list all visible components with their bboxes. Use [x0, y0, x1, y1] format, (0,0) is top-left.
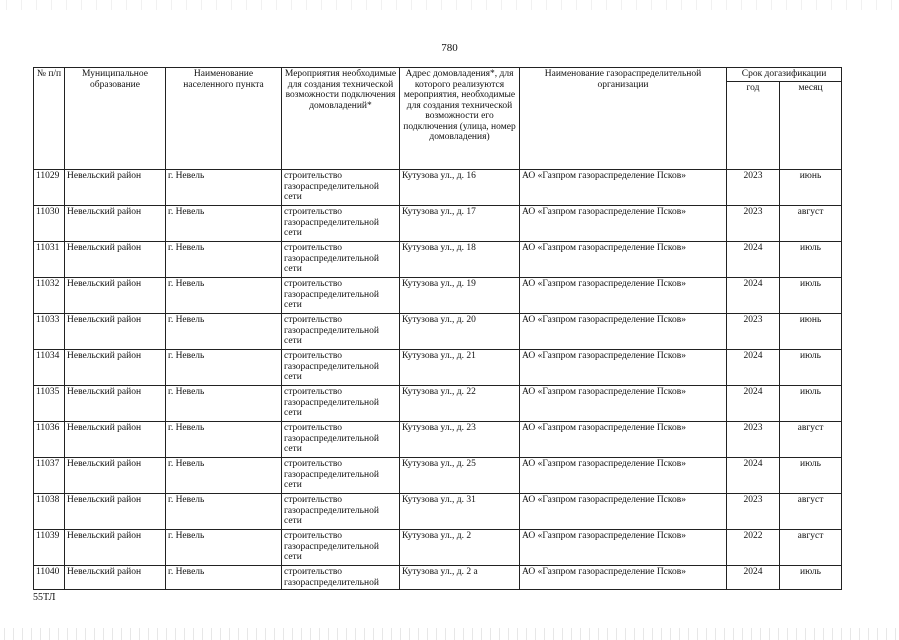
header-month: месяц: [780, 82, 842, 170]
table-row: [34, 350, 842, 386]
header-measures: Мероприятия необходимые для создания технической возможности подключения домовладений*: [282, 68, 400, 170]
cell-num: 11038: [34, 494, 65, 530]
cell-year: 2024: [727, 350, 780, 386]
cell-year: 2023: [727, 206, 780, 242]
cell-address: Кутузова ул., д. 2: [400, 530, 520, 566]
table-body: [34, 170, 842, 590]
cell-month: июнь: [780, 314, 842, 350]
cell-year: 2024: [727, 278, 780, 314]
cell-address: Кутузова ул., д. 21: [400, 350, 520, 386]
table-row: [34, 422, 842, 458]
header-address: Адрес домовладения*, для которого реализуются мероприятия, необходимые для создания технической возможности его подключения (улица, номер домовладения): [400, 68, 520, 170]
cell-address: Кутузова ул., д. 31: [400, 494, 520, 530]
cell-settlement: г. Невель: [166, 386, 282, 422]
cell-organization: АО «Газпром газораспределение Псков»: [520, 278, 727, 314]
cell-year: 2023: [727, 494, 780, 530]
header-settlement: Наименование населенного пункта: [166, 68, 282, 170]
cell-num: 11036: [34, 422, 65, 458]
cell-measures: строительство газораспределительной сети: [282, 242, 400, 278]
cell-municipality: Невельский район: [65, 242, 166, 278]
cell-measures: строительство газораспределительной сети: [282, 206, 400, 242]
scan-edge-top: [0, 0, 899, 10]
cell-measures: строительство газораспределительной: [282, 566, 400, 590]
cell-measures: строительство газораспределительной сети: [282, 422, 400, 458]
cell-settlement: г. Невель: [166, 206, 282, 242]
cell-organization: АО «Газпром газораспределение Псков»: [520, 494, 727, 530]
cell-year: 2023: [727, 314, 780, 350]
cell-measures: строительство газораспределительной сети: [282, 458, 400, 494]
cell-month: август: [780, 530, 842, 566]
cell-month: июнь: [780, 170, 842, 206]
cell-organization: АО «Газпром газораспределение Псков»: [520, 242, 727, 278]
cell-year: 2024: [727, 242, 780, 278]
cell-municipality: Невельский район: [65, 566, 166, 590]
page-number: 780: [441, 42, 458, 54]
cell-num: 11032: [34, 278, 65, 314]
cell-year: 2023: [727, 422, 780, 458]
table-row: [34, 170, 842, 206]
cell-measures: строительство газораспределительной сети: [282, 314, 400, 350]
header-municipality: Муниципальное образование: [65, 68, 166, 170]
cell-month: июль: [780, 386, 842, 422]
cell-settlement: г. Невель: [166, 314, 282, 350]
cell-organization: АО «Газпром газораспределение Псков»: [520, 386, 727, 422]
cell-address: Кутузова ул., д. 19: [400, 278, 520, 314]
cell-address: Кутузова ул., д. 23: [400, 422, 520, 458]
cell-address: Кутузова ул., д. 20: [400, 314, 520, 350]
cell-num: 11037: [34, 458, 65, 494]
cell-num: 11030: [34, 206, 65, 242]
cell-year: 2024: [727, 386, 780, 422]
scan-edge-bottom: [0, 628, 899, 640]
cell-month: июль: [780, 566, 842, 590]
cell-organization: АО «Газпром газораспределение Псков»: [520, 314, 727, 350]
cell-municipality: Невельский район: [65, 278, 166, 314]
cell-organization: АО «Газпром газораспределение Псков»: [520, 350, 727, 386]
cell-settlement: г. Невель: [166, 458, 282, 494]
cell-municipality: Невельский район: [65, 458, 166, 494]
cell-organization: АО «Газпром газораспределение Псков»: [520, 170, 727, 206]
header-num: № п/п: [34, 68, 65, 170]
cell-address: Кутузова ул., д. 25: [400, 458, 520, 494]
cell-measures: строительство газораспределительной сети: [282, 494, 400, 530]
cell-month: июль: [780, 242, 842, 278]
cell-num: 11033: [34, 314, 65, 350]
cell-month: август: [780, 206, 842, 242]
cell-month: июль: [780, 278, 842, 314]
cell-organization: АО «Газпром газораспределение Псков»: [520, 458, 727, 494]
cell-measures: строительство газораспределительной сети: [282, 278, 400, 314]
table-row: [34, 314, 842, 350]
table-row: [34, 566, 842, 590]
header-organization: Наименование газораспределительной организации: [520, 68, 727, 170]
cell-num: 11034: [34, 350, 65, 386]
header-year: год: [727, 82, 780, 170]
cell-organization: АО «Газпром газораспределение Псков»: [520, 566, 727, 590]
cell-num: 11040: [34, 566, 65, 590]
cell-address: Кутузова ул., д. 22: [400, 386, 520, 422]
cell-address: Кутузова ул., д. 18: [400, 242, 520, 278]
cell-organization: АО «Газпром газораспределение Псков»: [520, 422, 727, 458]
cell-organization: АО «Газпром газораспределение Псков»: [520, 530, 727, 566]
gasification-table: [33, 67, 842, 590]
cell-measures: строительство газораспределительной сети: [282, 350, 400, 386]
cell-settlement: г. Невель: [166, 170, 282, 206]
cell-settlement: г. Невель: [166, 422, 282, 458]
cell-municipality: Невельский район: [65, 494, 166, 530]
cell-num: 11039: [34, 530, 65, 566]
cell-year: 2023: [727, 170, 780, 206]
cell-settlement: г. Невель: [166, 350, 282, 386]
cell-num: 11035: [34, 386, 65, 422]
cell-month: июль: [780, 350, 842, 386]
cell-municipality: Невельский район: [65, 350, 166, 386]
cell-municipality: Невельский район: [65, 386, 166, 422]
cell-address: Кутузова ул., д. 17: [400, 206, 520, 242]
cell-municipality: Невельский район: [65, 530, 166, 566]
cell-organization: АО «Газпром газораспределение Псков»: [520, 206, 727, 242]
cell-measures: строительство газораспределительной сети: [282, 530, 400, 566]
cell-settlement: г. Невель: [166, 530, 282, 566]
cell-municipality: Невельский район: [65, 314, 166, 350]
table-row: [34, 530, 842, 566]
table-row: [34, 206, 842, 242]
table-row: [34, 242, 842, 278]
table-row: [34, 494, 842, 530]
cell-month: июль: [780, 458, 842, 494]
table-row: [34, 278, 842, 314]
table-header: [34, 68, 842, 170]
cell-year: 2022: [727, 530, 780, 566]
table-row: [34, 386, 842, 422]
cell-measures: строительство газораспределительной сети: [282, 386, 400, 422]
cell-measures: строительство газораспределительной сети: [282, 170, 400, 206]
cell-num: 11031: [34, 242, 65, 278]
cell-settlement: г. Невель: [166, 278, 282, 314]
cell-settlement: г. Невель: [166, 494, 282, 530]
footer-code: 55ТЛ: [33, 592, 56, 603]
cell-year: 2024: [727, 566, 780, 590]
table-row: [34, 458, 842, 494]
cell-municipality: Невельский район: [65, 170, 166, 206]
cell-year: 2024: [727, 458, 780, 494]
cell-month: август: [780, 422, 842, 458]
cell-address: Кутузова ул., д. 2 а: [400, 566, 520, 590]
cell-settlement: г. Невель: [166, 242, 282, 278]
cell-municipality: Невельский район: [65, 422, 166, 458]
cell-num: 11029: [34, 170, 65, 206]
cell-address: Кутузова ул., д. 16: [400, 170, 520, 206]
cell-month: август: [780, 494, 842, 530]
header-deadline: Срок догазификации: [727, 68, 842, 82]
cell-settlement: г. Невель: [166, 566, 282, 590]
cell-municipality: Невельский район: [65, 206, 166, 242]
